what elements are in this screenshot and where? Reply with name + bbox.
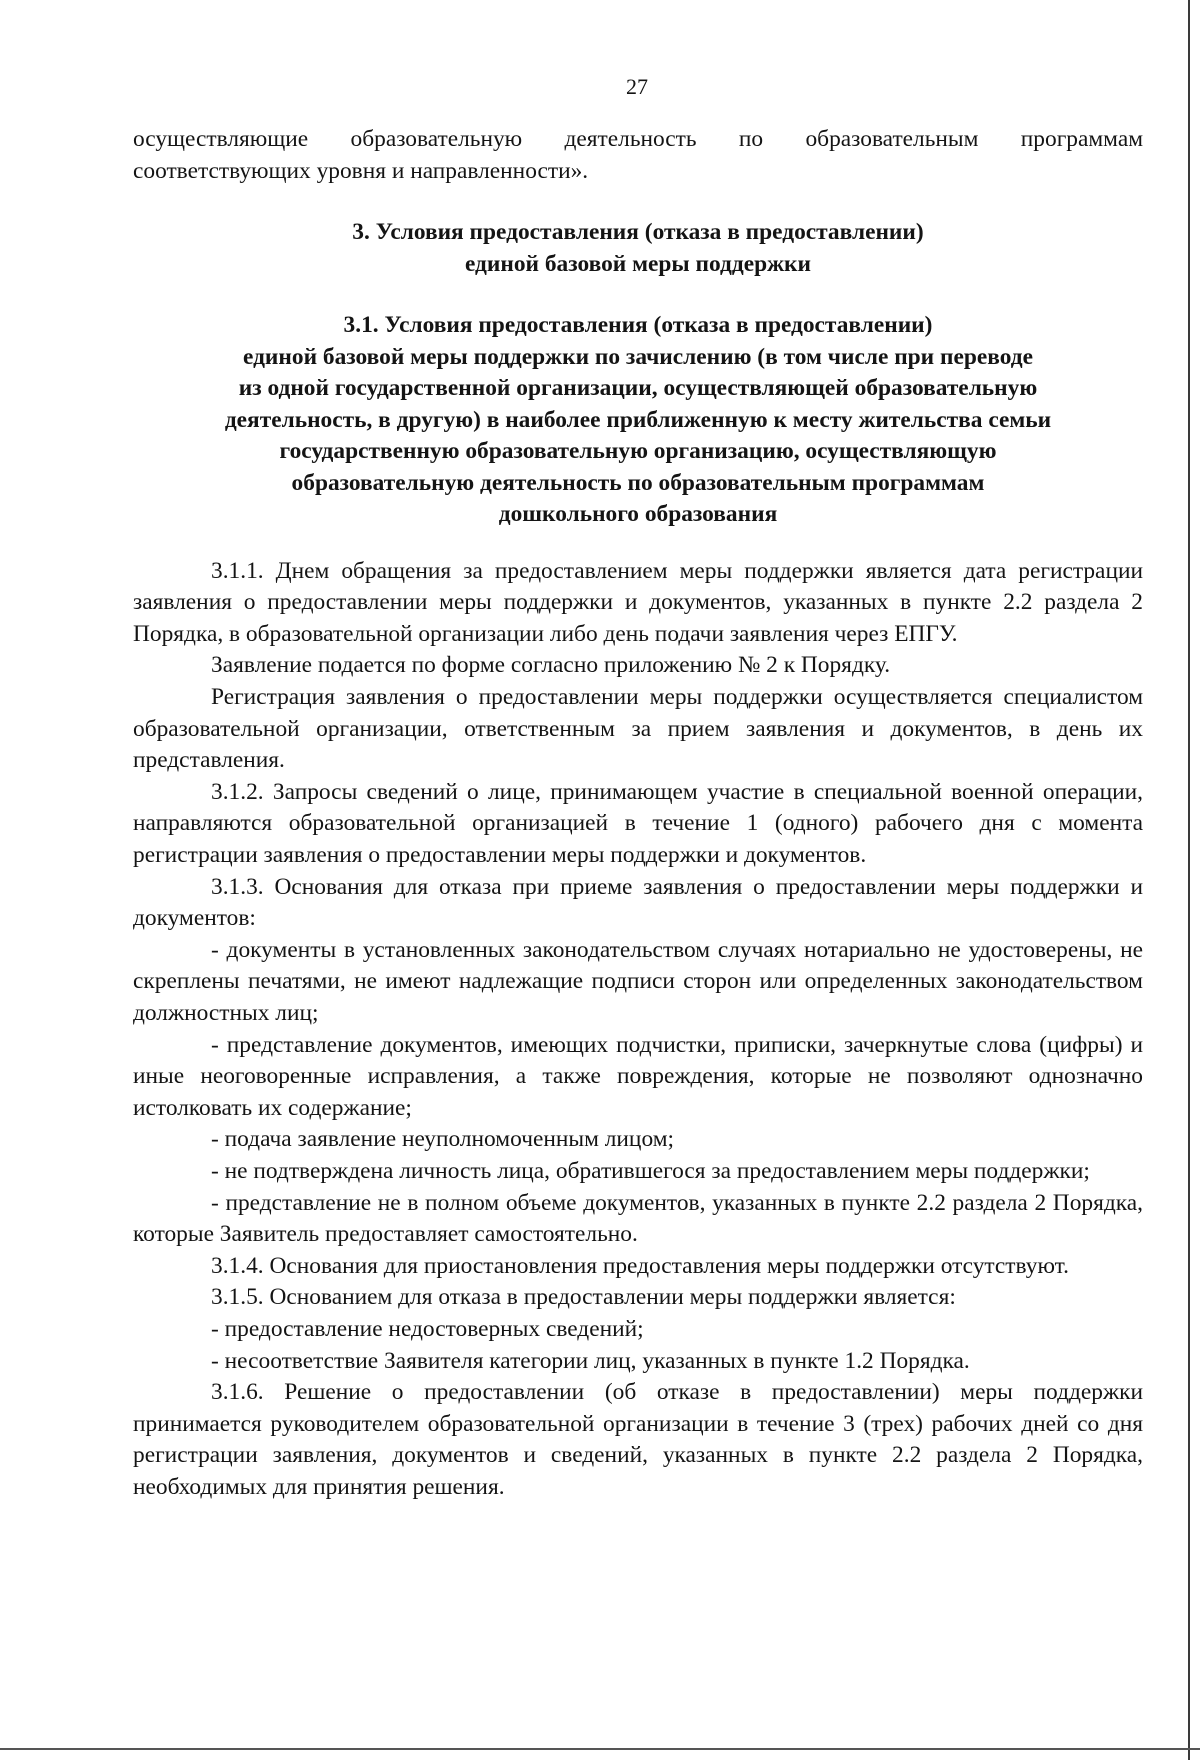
paragraph-3-1-2: 3.1.2. Запросы сведений о лице, принимающем участие в специальной военной операции, направляются образовательной организацией в течение 1 (одного) рабочего дня с момента регистрации заявления о предоставлении меры поддержки и документов. (133, 778, 1143, 869)
subsection-heading-line: государственную образовательную организацию, осуществляющую (279, 438, 997, 465)
scan-edge-bottom (0, 1748, 1200, 1750)
list-item-refusal-ground: - не подтверждена личность лица, обратившегося за предоставлением меры поддержки; (211, 1157, 1090, 1184)
section-heading-line: 3. Условия предоставления (отказа в предоставлении) (352, 219, 924, 246)
list-item-refusal-ground: - документы в установленных законодательством случаях нотариально не удостоверены, не скреплены печатями, не имеют надлежащие подписи сторон или определенных законодательством должностных лиц; (133, 936, 1143, 1026)
list-item-refusal-ground: - представление документов, имеющих подчистки, приписки, зачеркнутые слова (цифры) и иные неоговоренные исправления, а также повреждения, которые не позволяют однозначно истолковать их содержание; (133, 1031, 1143, 1121)
page-number: 27 (626, 74, 648, 99)
list-item-denial-ground: - предоставление недостоверных сведений; (211, 1315, 644, 1342)
subsection-heading-line: образовательную деятельность по образовательным программам (291, 469, 985, 496)
scan-edge-right (1188, 0, 1190, 1760)
list-item-refusal-ground: - подача заявление неуполномоченным лицом; (211, 1126, 675, 1153)
intro-paragraph: осуществляющие образовательную деятельность по образовательным программам соответствующих уровня и направленности». (133, 126, 1143, 184)
paragraph-application-form: Заявление подается по форме согласно приложению № 2 к Порядку. (211, 652, 891, 679)
document-body (133, 124, 1143, 1504)
subsection-heading-line: единой базовой меры поддержки по зачислению (в том числе при переводе (243, 343, 1033, 370)
list-item-refusal-ground: - представление не в полном объеме документов, указанных в пункте 2.2 раздела 2 Порядка, которые Заявитель предоставляет самостоятельно. (133, 1189, 1143, 1248)
paragraph-3-1-6: 3.1.6. Решение о предоставлении (об отказе в предоставлении) меры поддержки принимается руководителем образовательной организации в течение 3 (трех) рабочих дней со дня регистрации заявления, документов и сведений, указанных в пункте 2.2 раздела 2 Порядка, необходимых для принятия решения. (133, 1379, 1143, 1500)
section-heading (133, 217, 1143, 280)
list-item-denial-ground: - несоответствие Заявителя категории лиц, указанных в пункте 1.2 Порядка. (211, 1347, 970, 1374)
paragraph-registration: Регистрация заявления о предоставлении меры поддержки осуществляется специалистом образовательной организации, ответственным за прием заявления и документов, в день их представления. (133, 684, 1143, 774)
section-heading-line: единой базовой меры поддержки (464, 250, 812, 277)
subsection-heading-line: деятельность, в другую) в наиболее приближенную к месту жительства семьи (224, 406, 1052, 433)
paragraph-3-1-5: 3.1.5. Основанием для отказа в предоставлении меры поддержки является: (211, 1284, 956, 1311)
subsection-heading-line: 3.1. Условия предоставления (отказа в предоставлении) (343, 312, 933, 339)
paragraph-3-1-4: 3.1.4. Основания для приостановления предоставления меры поддержки отсутствуют. (211, 1252, 1069, 1279)
subsection-heading (133, 310, 1143, 531)
subsection-heading-line: дошкольного образования (498, 501, 778, 528)
paragraph-3-1-1: 3.1.1. Днем обращения за предоставлением меры поддержки является дата регистрации заявления о предоставлении меры поддержки и документов, указанных в пункте 2.2 раздела 2 Порядка, в образовательной организации либо день подачи заявления через ЕПГУ. (133, 557, 1143, 647)
paragraph-3-1-3: 3.1.3. Основания для отказа при приеме заявления о предоставлении меры поддержки и документов: (133, 873, 1143, 932)
subsection-heading-line: из одной государственной организации, осуществляющей образовательную (238, 375, 1038, 402)
